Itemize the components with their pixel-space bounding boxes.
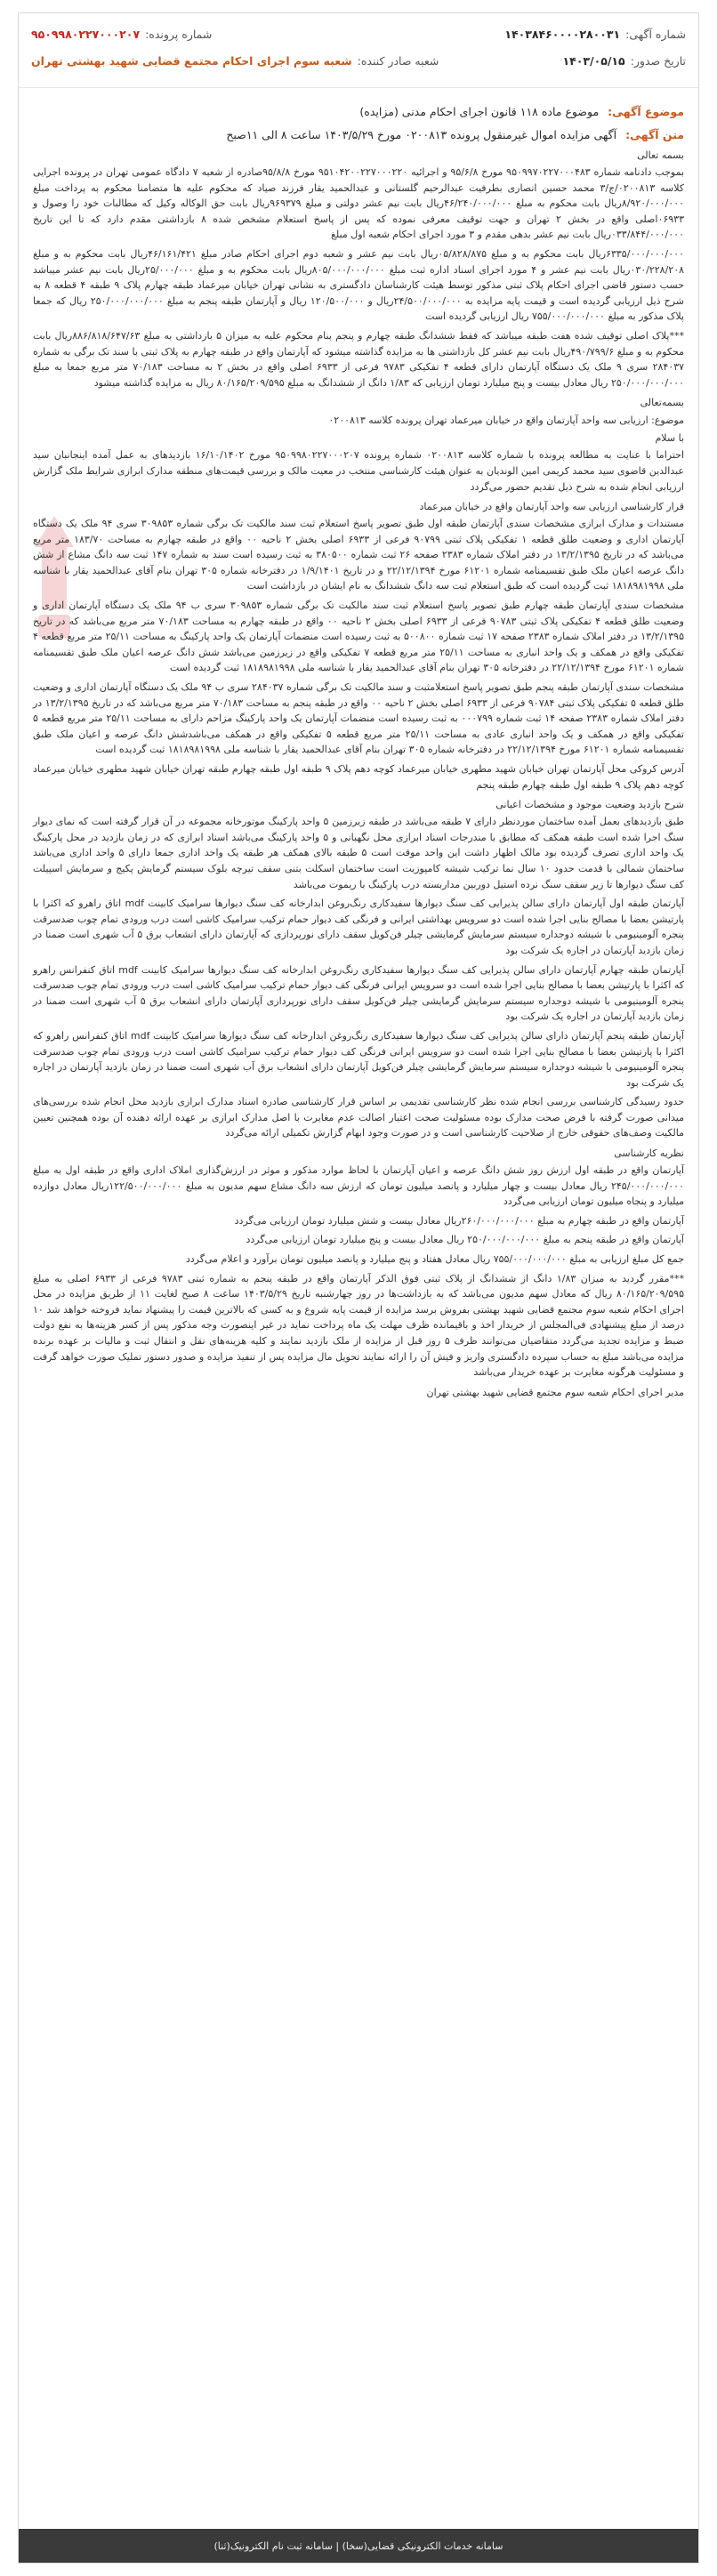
paragraph-24: جمع کل مبلغ ارزیابی به مبلغ ۷۵۵/۰۰۰/۰۰۰/۰۰۰ ریال معادل هفتاد و پنج میلیارد و پانصد میلیون تومان برآورد و اعلام می‌گردد [185,1253,684,1266]
notice-header [19,13,698,88]
paragraph-20: نظریه کارشناسی [614,1147,684,1160]
paragraph-23: آپارتمان واقع در طبقه پنجم به مبلغ ۲۵۰/۰۰۰/۰۰۰/۰۰۰ ریال معادل بیست و پنج میلیارد تومان ارزیابی می‌گردد [246,1234,684,1246]
paragraph-3: ۶۳۳۵/۰۰۰/۰۰۰/۰۰۰ریال بابت محکوم به و مبلغ ۰۵/۸۲۸/۸۷۵ریال بابت نیم عشر و شعبه دوم اجرای احکام صادر مبلغ ۴۶/۱۶۱/۴۲۱ریال بابت محکوم به و مبلغ ۰۳۰/۲۲۸/۲۰۸ریال بابت نیم عشر و ۴ مورد اجرای اسناد اداره ثبت مبلغ ۸۰۵/۰۰۰/۰۰۰/۰۰۰ریال بابت محکوم به و مبلغ ۲۵/۰۰۰/۰۰۰ریال بابت نیم عشر میباشد حسب دستور قاضی اجرای احکام پلاک ثبتی مذکور توسط هیئت کارشناسان دادگستری به نشانی تهران خیابان میرعماد طبقه چهارم پلاک ۹ طبقه ۴ قطعه ۸ به شرح ذیل ارزیابی گردیده است و قیمت پایه مزایده به ۲۴/۵۰۰/۰۰۰/۰۰۰ریال و ۱۲۰/۵۰۰/۰۰۰ ریال و آپارتمان طبقه پنجم به مبلغ ۲۵۰/۰۰۰/۰۰۰/۰۰۰ ریال که جمعا پلاک مذکور به مبلغ ۷۵۵/۰۰۰/۰۰۰/۰۰۰ ریال ارزیابی گردیده است [33,247,685,323]
issuer-value: شعبه سوم اجرای احکام مجتمع قضایی شهید بهشتی تهران [31,53,352,68]
subject-label: موضوع آگهی: [608,105,684,118]
paragraph-8: احتراما با عنایت به مطالعه پرونده با شماره کلاسه ۰۲۰۰۸۱۳ شماره پرونده ۹۵۰۹۹۸۰۲۲۷۰۰۰۲۰۷ مورخ ۱۶/۱۰/۱۴۰۲ بازدیدهای به عمل آمده اینجانبان سید عبدالدین قاضوی سید محمد کریمی امین الوندیان به عنوان هیئت کارشناسی منتخب در معیت مالک و بررسی قیمت‌های منطقه مدارک ابرازی شرایط ملک گزارش ارزیابی انجام شده به شرح ذیل تقدیم حضور می‌گردد [33,449,684,493]
page-footer [19,2529,698,2563]
notice-number [504,28,686,41]
issue-date-label: تاریخ صدور: [630,53,686,68]
text-row [33,124,684,147]
footer-text: سامانه خدمات الکترونیکی قضایی(سخا) | سامانه ثبت نام الکترونیک(ثنا) [213,2540,504,2552]
paragraph-16: آپارتمان طبقه اول آپارتمان دارای سالن پذیرایی کف سنگ دیوارها سفیدکاری رنگ‌روغن ابدارخانه کف سنگ دیوارها سرامیک کابینت mdf اتاق راهرو که اکثرا با پارتیشن بعضا با مصالح بنایی اجرا شده است دو سرویس بهداشتی ایرانی و فرنگی کف دیوار حمام ترکیب سرامیک کاشی است درب ورودی تمام چوب ضدسرقت پنجره آلومینیومی با شیشه دوجداره سیستم سرمایش گرمایشی چیلر فن‌کویل سقف دارای نورپردازی که آپارتمان دارای انشعاب برق ۵ آب شهری است ضمنا در زمان بازدید آپارتمان در اجاره یک شرکت بود [33,898,684,956]
subject-value: موضوع ماده ۱۱۸ قانون اجرای احکام مدنی (مزایده) [359,105,600,118]
issue-date-value: ۱۴۰۳/۰۵/۱۵ [562,53,625,68]
paragraph-2: بموجب دادنامه شماره ۹۵۰۹۹۷۰۲۲۷۰۰۰۴۸۳ مورخ ۹۵/۶/۸ و اجرائیه ۹۵۱۰۴۲۰۰۲۲۷۰۰۰۲۲۰ مورخ ۹۵/۸/۸صادره از شعبه ۷ دادگاه عمومی تهران در پرونده اجرایی کلاسه ۰۲۰۰۸۱۳/ج/۳ محمد حسین انصاری بطرفیت عبدالرحیم گلستانی و عبدالحمید یقار فرزند صیاد که محکوم علیه ها متضامنا محکوم به پرداخت مبلغ ۸/۹۲۰/۰۰۰/۰۰۰ریال بابت محکوم به مبلغ ۴۶/۲۴۰/۰۰۰/۰۰۰ریال بابت نیم عشر دولتی و مبلغ ۹۶۹۳۷۹ریال بابت حق الوکاله وکیل که مطالبات خود را وصول و ۰۶۹۳۳اصلی واقع در بخش ۲ تهران و جهت توقیف معرفی نموده که پس از پاسخ استعلام مشخص شده ۸ بازداشتی مقدم دارد که تا این تاریخ ۰۳۳/۸۴۴/۰۰۰/۰۰۰ریال بابت نیم عشر بدهی مقدم و ۳ مورد اجرای احکام شعبه اول مبلغ [33,166,685,241]
paragraph-14: شرح بازدید وضعیت موجود و مشخصات اعیانی [495,799,684,811]
issuer [31,54,439,68]
notice-number-value: ۱۴۰۳۸۴۶۰۰۰۰۲۸۰۰۳۱ [504,27,621,41]
text-label: متن آگهی: [625,128,684,141]
text-value: آگهی مزایده اموال غیرمنقول پرونده ۰۲۰۰۸۱۳ مورخ ۱۴۰۳/۵/۲۹ ساعت ۸ الی ۱۱صبح [226,128,617,141]
paragraph-13: آدرس کروکی محل آپارتمان تهران خیابان شهید مطهری خیابان میرعماد کوچه دهم پلاک ۹ طبقه اول طبقه چهارم طبقه تهران خیابان شهید مطهری خیابان میرعماد کوچه دهم پلاک ۹ طبقه اول طبقه چهارم طبقه پنجم [33,763,684,791]
paragraph-21: آپارتمان واقع در طبقه اول ارزش روز شش دانگ عرصه و اعیان آپارتمان با لحاظ موارد مذکور و موثر در ارزش‌گذاری املاک اداری واقع در طبقه اول به مبلغ ۲۴۵/۰۰۰/۰۰۰/۰۰۰ ریال معادل بیست و چهار میلیارد و پانصد میلیون تومان که ارزش سه دانگ مشاع سهم مدیون به مبلغ ۱۲۲/۵۰۰/۰۰۰/۰۰۰ریال معادل دوازده میلیارد و پنجاه میلیون تومان ارزیابی می‌گردد [33,1164,684,1208]
paragraph-18: آپارتمان طبقه پنجم آپارتمان دارای سالن پذیرایی کف سنگ دیوارها سفیدکاری رنگ‌روغن ابدارخانه کف سنگ دیوارها سرامیک کابینت mdf اتاق کنفرانس راهرو که اکثرا با پارتیشن بعضا با مصالح بنایی اجرا شده است دو سرویس ایرانی فرنگی کف دیوار حمام ترکیب سرامیک کاشی است درب ورودی تمام چوب ضدسرقت پنجره آلومینیومی با شیشه دوجداره سیستم سرمایش گرمایشی چیلر فن‌کویل آپارتمان دارای انشعاب برق آب شهری است ضمنا در زمان بازدید آپارتمان در اجاره یک شرکت بود [33,1029,684,1089]
paragraph-17: آپارتمان طبقه چهارم آپارتمان دارای سالن پذیرایی کف سنگ دیوارها سفیدکاری رنگ‌روغن ابدارخانه کف سنگ دیوارها سرامیک کابینت mdf اتاق کنفرانس راهرو که اکثرا با پارتیشن بعضا با مصالح بنایی اجرا شده است دو سرویس ایرانی فرنگی کف دیوار حمام ترکیب سرامیک کاشی است درب ورودی تمام چوب ضدسرقت پنجره آلومینیومی با شیشه دوجداره سیستم سرمایش گرمایشی چیلر فن‌کویل سقف دارای نورپردازی آپارتمان دارای انشعاب برق ۵ آب شهری است ضمنا در زمان بازدید آپارتمان در اجاره یک شرکت بود [33,963,684,1023]
letter-number [31,28,212,41]
notice-page [18,12,699,2564]
paragraph-26: مدیر اجرای احکام شعبه سوم مجتمع قضایی شهید بهشتی تهران [426,1386,684,1398]
paragraph-22: آپارتمان واقع در طبقه چهارم به مبلغ ۲۶۰/۰۰۰/۰۰۰/۰۰۰ریال معادل بیست و شش میلیارد تومان ارزیابی می‌گردد [234,1214,684,1227]
letter-number-label: شماره پرونده: [145,27,213,41]
paragraph-15: طبق بازدیدهای بعمل آمده ساختمان موردنظر دارای ۷ طبقه می‌باشد در طبقه زیرزمین ۵ واحد پارکینگ موتورخانه مجموعه در آن قرار گرفته است که نمای دیوار سنگ اجرا شده است طبقه همکف که مطابق با مندرجات اسناد ابرازی محل نگهبانی و ۵ واحد پارکینگ می‌باشد اسناد ابرازی که در زمان بازدید در محل پارکینگ یک واحد اداری تصرف گردیده بود مالک اظهار داشت این واحد موقت است ۵ طبقه بالای همکف هر طبقه یک واحد اداری جمعا دارای ۵ واحد اداری می‌باشد ساختمان شمالی با قدمت حدود ۱۰ سال نما ترکیب شیشه کامپوزیت است ساختمان اسکلت بتنی سقف تیرچه بلوک سیستم گرمایش پکیج و سرمایش اسپیلت کف سنگ دیوارها تا زیر سقف سنگ نرده استیل دوربین مداربسته درب پارکینگ با ریموت می‌باشد [33,816,684,890]
issue-date [563,54,686,68]
paragraph-5: بسمه‌تعالی [640,397,684,409]
paragraph-10: مستندات و مدارک ابرازی مشخصات سندی آپارتمان طبقه اول طبق تصویر پاسخ استعلام ثبت سند مالکیت تک برگی شماره ۳۰۹۸۵۳ سری ۹۴ ملک یک دستگاه آپارتمان اداری و وضعیت طلق قطعه ۱ تفکیکی پلاک ثبتی ۹۰۷۹۹ فرعی از ۶۹۳۳ اصلی بخش ۲ ناحیه ۰۰ واقع در طبقه چهارم به مساحت ۱۸۳/۷۰ متر مربع می‌باشد که در تاریخ ۱۳/۲/۱۳۹۵ در دفتر املاک شماره ۲۳۸۳ صفحه ۲۶ ثبت شماره ۳۸۰۵۰۰ به ثبت رسیده است سند به شماره ۱۴۷ ثبت سه دانگ مشاع از شش دانگ عرصه اعیان ملک طبق تقسیمنامه شماره ۶۱۲۰۱ مورخ ۲۲/۱۲/۱۳۹۴ و در تاریخ ۱/۹/۱۴۰۱ در دفترخانه شماره ۳۰۵ تهران بنام آقای عبدالحمید یقار با شناسه ملی ۱۸۱۸۹۸۱۹۹۸ ثبت گردیده است که طبق استعلام ثبت سه دانگ ششدانگ به نام ایشان در بازداشت است [33,518,685,592]
paragraph-11: مشخصات سندی آپارتمان طبقه چهارم طبق تصویر پاسخ استعلام ثبت سند مالکیت تک برگی شماره ۳۰۹۸۵۳ سری ب ۹۴ ملک یک دستگاه آپارتمان اداری و وضعیت طلق قطعه ۴ تفکیکی پلاک ثبتی ۹۰۷۸۳ فرعی از ۶۹۳۳ اصلی بخش ۲ ناحیه ۰۰ واقع در طبقه چهارم به مساحت ۷۰/۱۸۳ متر مربع می‌باشد که در تاریخ ۱۳/۲/۱۳۹۵ در دفتر املاک شماره ۲۳۸۳ صفحه ۱۷ ثبت شماره ۵۰۰۸۰۰ به ثبت رسیده است منضمات آپارتمان یک واحد پارکینگ به مساحت ۲۵/۱۱ متر مربع قطعه ۴ تفکیکی واقع در همکف و یک واحد انباری به مساحت ۲۵/۱۱ متر مربع قطعه ۷ تفکیکی واقع در زیرزمین می‌باشد شش دانگ عرصه اعیان ملک طبق تقسیمنامه شماره ۶۱۲۰۱ مورخ ۲۲/۱۲/۱۳۹۴ در دفترخانه ۳۰۵ تهران بنام آقای عبدالحمید یقار با شناسه ملی ۱۸۱۸۹۸۱۹۹۸ ثبت گردیده است [33,600,685,674]
paragraph-25: ***مقرر گردید به میزان ۱/۸۳ دانگ از ششدانگ از پلاک ثبتی فوق الذکر آپارتمان واقع در طبقه پنجم به شماره ثبتی ۹۷۸۳ فرعی از ۶۹۳۳ اصلی به مبلغ ۸۰/۱۶۵/۲۰۹/۵۹۵ ریال که معادل سهم مدیون می‌باشد که به بازداشت‌ها در روز چهارشنبه تاریخ ۱۴۰۳/۵/۲۹ ساعت ۸ صبح لغایت ۱۱ از طریق مزایده در محل اجرای احکام شعبه سوم مجتمع قضایی شهید بهشتی بفروش برسد مزایده از قیمت پایه شروع و به کسی که بالاترین قیمت را پیشنهاد نماید فروخته خواهد شد ۱۰ درصد از مبلغ پیشنهادی فی‌المجلس از خریدار اخذ و باقیمانده ظرف مهلت یک ماه پرداخت نماید در غیر اینصورت وجه مذکور پس از کسر هزینه‌ها به نفع دولت ضبط و مزایده تجدید می‌گردد متقاضیان می‌توانند ظرف ۵ روز قبل از مزایده از ملک بازدید نمایند و کلیه هزینه‌های نقل و انتقال ثبت و مالیات بر عهده برنده مزایده می‌باشد مبلغ به حساب سپرده دادگستری واریز و فیش آن را ارائه نمایند تحویل مال مزایده پس از تنفیذ مزایده و صدور دستور تملیک صورت خواهد گرفت و مسئولیت هرگونه مغایرت بر عهده خریدار می‌باشد [33,1272,684,1379]
paragraph-12: مشخصات سندی آپارتمان طبقه پنجم طبق تصویر پاسخ استعلامثبت و سند مالکیت تک برگی شماره ۲۸۴۰۳۷ سری ب ۹۴ ملک یک دستگاه آپارتمان اداری و وضعیت طلق قطعه ۵ تفکیکی پلاک ثبتی ۹۰۷۸۴ فرعی از ۶۹۳۳ اصلی بخش ۲ ناحیه ۰۰ واقع در طبقه پنجم به مساحت ۷۰/۱۸۳ متر مربع می‌باشد که در تاریخ ۱۳/۲/۱۳۹۵ در دفتر املاک شماره ۲۳۸۳ صفحه ۱۴ ثبت شماره ۰۰۰۷۹۹ به ثبت رسیده است منضمات آپارتمان یک واحد پارکینگ مزاحم دارای به مساحت ۲۵/۱۱ متر مربع قطعه ۵ تفکیکی واقع در همکف و یک واحد انباری عادی به مساحت ۲۵/۱۱ متر مربع قطعه ۵ تفکیکی واقع در همکف می‌باشدشش دانگ عرصه و اعیان ملک طبق تقسیمنامه شماره ۶۱۲۰۱ مورخ ۲۲/۱۲/۱۳۹۴ در دفترخانه شماره ۳۰۵ تهران بنام آقای عبدالحمید یقار با شناسه ملی ۱۸۱۸۹۸۱۹۹۸ ثبت گردیده است [33,681,685,756]
issuer-label: شعبه صادر کننده: [357,53,439,68]
paragraph-19: حدود رسیدگی کارشناسی بررسی انجام شده نظر کارشناسی تقدیمی بر اساس قرار کارشناسی صادره اسناد مدارک ابرازی بازدید محل انجام شده بررسی‌های میدانی صورت گرفته با فرض صحت مدارک بوده مسئولیت صحت اعتبار اصالت عدم مغایرت با اصل مدارک ابرازی بر عهده ارائه دهنده آن بوده همچنین تعیین مالکیت وصف‌های حقوقی خارج از صلاحیت کارشناسی است و در صورت وجود ابهام گزارش تکمیلی ارائه می‌گردد [33,1096,684,1139]
paragraph-1: بسمه تعالی [637,149,684,161]
letter-number-value: ۹۵۰۹۹۸۰۲۲۷۰۰۰۲۰۷ [31,27,141,41]
notice-number-label: شماره آگهی: [625,27,686,41]
paragraph-4: ***پلاک اصلی توقیف شده هفت طبقه میباشد که فقط ششدانگ طبقه چهارم و پنجم بنام محکوم علیه به میزان ۵ بازداشتی به مبلغ ۸۸۶/۸۱۸/۶۴۷/۶۳ریال بابت محکوم به و مبلغ ۴۹۰/۷۹۹/۶ریال بابت نیم عشر کل بازداشتی ها به مزایده گذاشته میشود که آپارتمان واقع در طبقه چهارم به پلاک ثبتی با سند تک برگی به شماره ۲۸۴۰۳۷ سری ۹ ملک یک دستگاه آپارتمان دارای قطعه ۴ تفکیکی ۹۷۸۳ فرعی از ۶۹۳۳ اصلی واقع در بخش ۲ به مساحت ۷۰/۱۸۳ متر مربع جمعا به مبلغ ۲۵۰/۰۰۰/۰۰۰/۰۰۰ ریال معادل بیست و پنج میلیارد تومان ارزیابی که ۱/۸۳ دانگ از ششدانگ به مبلغ ۸۰/۱۶۵/۲۰۹/۵۹۵ ریال به مزایده گذاشته میشود [33,329,685,389]
paragraph-6: موضوع: ارزیابی سه واحد آپارتمان واقع در خیابان میرعماد تهران پرونده کلاسه ۰۲۰۰۸۱۳ [328,415,684,427]
paragraph-7: با سلام [655,432,684,445]
notice-body [19,95,698,2500]
subject-row [33,101,684,124]
paragraph-9: قرار کارشناسی ارزیابی سه واحد آپارتمان واقع در خیابان میرعماد [419,501,684,513]
